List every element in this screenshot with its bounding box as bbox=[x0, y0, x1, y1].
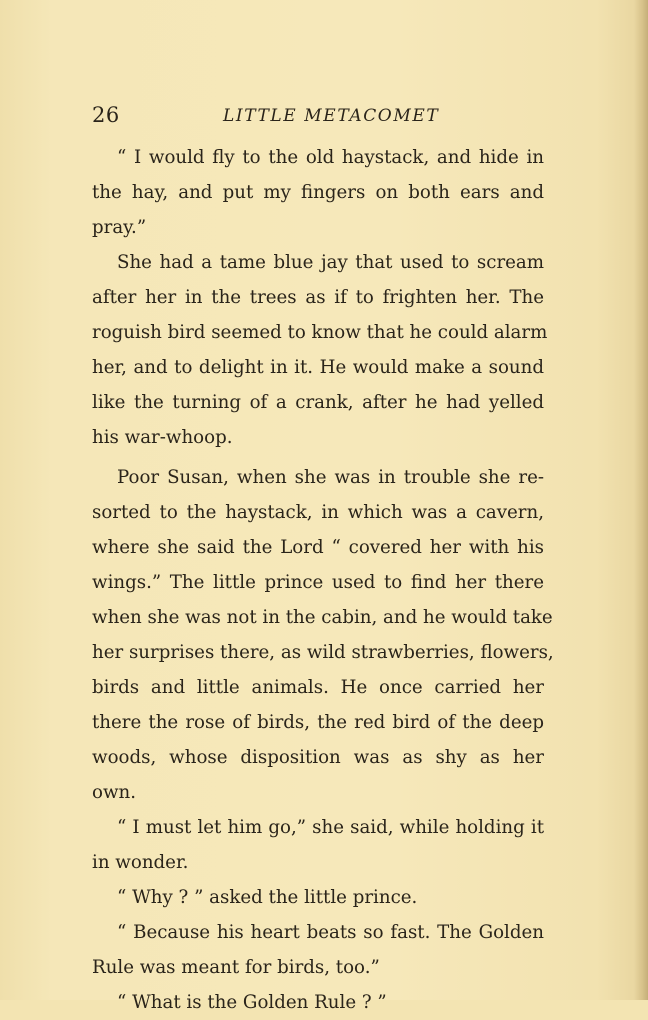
text-line: “ Why ? ” asked the little prince. bbox=[117, 887, 418, 908]
body-text bbox=[92, 140, 554, 1020]
text-line: when she was not in the cabin, and he would take bbox=[92, 607, 553, 628]
text-line: sorted to the haystack, in which was a cavern, bbox=[92, 502, 544, 523]
text-line: her surprises there, as wild strawberries, flowers, bbox=[92, 642, 554, 663]
text-line: where she said the Lord “ covered her with his bbox=[92, 537, 544, 558]
text-line: woods, whose disposition was as shy as her bbox=[92, 747, 544, 768]
text-line: the hay, and put my fingers on both ears and bbox=[92, 182, 544, 203]
text-line: Poor Susan, when she was in trouble she re- bbox=[117, 467, 544, 488]
text-line: “ Because his heart beats so fast. The Golden bbox=[117, 922, 544, 943]
text-line: his war-whoop. bbox=[92, 427, 233, 448]
text-line: own. bbox=[92, 782, 137, 803]
text-line: pray.” bbox=[92, 217, 147, 238]
text-line: her, and to delight in it. He would make a sound bbox=[92, 357, 544, 378]
text-line: She had a tame blue jay that used to scream bbox=[117, 252, 544, 273]
text-line: in wonder. bbox=[92, 852, 189, 873]
text-line: like the turning of a crank, after he had yelled bbox=[92, 392, 544, 413]
text-line: there the rose of birds, the red bird of the deep bbox=[92, 712, 544, 733]
text-line: roguish bird seemed to know that he could alarm bbox=[92, 322, 548, 343]
text-line: birds and little animals. He once carried her bbox=[92, 677, 544, 698]
running-header bbox=[92, 103, 562, 133]
text-line: after her in the trees as if to frighten her. The bbox=[92, 287, 544, 308]
text-line: Rule was meant for birds, too.” bbox=[92, 957, 380, 978]
page-number: 26 bbox=[92, 103, 120, 127]
page-edge-shadow bbox=[634, 0, 648, 1000]
running-title: LITTLE METACOMET bbox=[223, 106, 440, 126]
text-line: “ I would fly to the old haystack, and hide in bbox=[117, 147, 544, 168]
text-line: wings.” The little prince used to find her there bbox=[92, 572, 544, 593]
text-line: “ What is the Golden Rule ? ” bbox=[117, 992, 387, 1013]
text-line: “ I must let him go,” she said, while holding it bbox=[117, 817, 544, 838]
